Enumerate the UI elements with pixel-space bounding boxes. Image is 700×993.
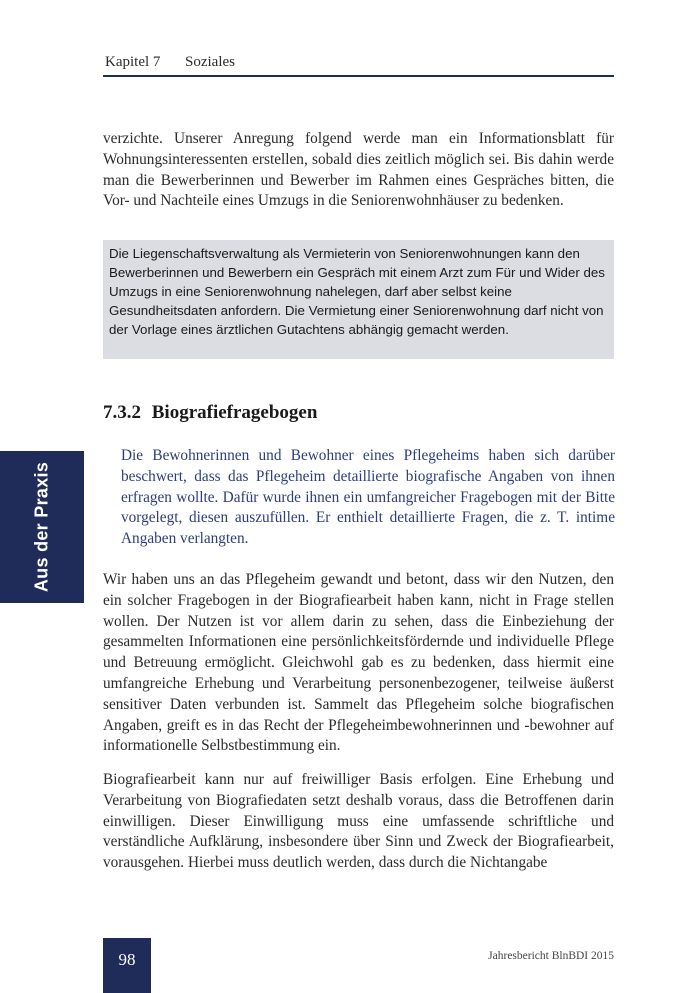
section-heading <box>103 402 317 424</box>
section-label: Soziales <box>185 54 235 70</box>
paragraph-continuation: verzichte. Unserer Anregung folgend werde man ein Informationsblatt für Wohnungsinteressenten erstellen, sobald dies zeitlich möglich sei. Bis dahin werde man die Bewerberinnen und Bewerber im Rahmen eines Gespräches bitten, die Vor- und Nachteile eines Umzugs in die Seniorenwohnhäuser zu bedenken. <box>103 130 614 210</box>
section-number: 7.3.2 <box>103 402 141 423</box>
running-header <box>103 52 614 77</box>
section-title: Biografiefragebogen <box>151 402 318 423</box>
paragraph-response: Wir haben uns an das Pflegeheim gewandt und betont, dass wir den Nutzen, den ein solcher Fragebogen in der Biografiearbeit haben kann, nicht in Frage stellen wollen. Der Nutzen ist vor allem darin zu sehen, dass die Einbeziehung der gesammelten Informationen eine persönlichkeitsfördernde und individuelle Pflege und Betreuung ermöglicht. Gleichwohl gab es zu bedenken, dass hiermit eine umfangreiche Erhebung und Verarbeitung personenbezogener, teilweise äußerst sensitiver Daten verbunden ist. Sammelt das Pflegeheim solche biografischen Angaben, greift es in das Recht der Pflegeheimbewohnerinnen und -bewohner auf informationelle Selbstbestimmung ein. <box>103 571 614 755</box>
paragraph-consent: Biografiearbeit kann nur auf freiwilliger Basis erfolgen. Eine Erhebung und Verarbeitung von Biografiedaten setzt deshalb voraus, dass die Betroffenen darin einwilligen. Dieser Einwilligung muss eine umfassende schriftliche und verständliche Aufklärung, insbesondere über Sinn und Zweck der Biografiearbeit, vorausgehen. Hierbei muss deutlich werden, dass durch die Nichtangabe <box>103 771 614 872</box>
page-number-box <box>103 938 151 993</box>
chapter-label: Kapitel 7 <box>105 54 161 70</box>
side-tab-label: Aus der Praxis <box>31 461 52 593</box>
publication-footer: Jahresbericht BlnBDI 2015 <box>488 950 614 962</box>
side-tab-practice <box>0 451 84 603</box>
recommendation-box: Die Liegenschaftsverwaltung als Vermieterin von Seniorenwohnungen kann den Bewerberinnen und Bewerbern ein Gespräch mit einem Arzt zum Für und Wider des Umzugs in eine Seniorenwohnung nahelegen, darf aber selbst keine Gesundheitsdaten anfordern. Die Vermietung einer Seniorenwohnung darf nicht von der Vorlage eines ärztlichen Gutachtens abhängig gemacht werden. <box>103 240 614 359</box>
page-number: 98 <box>118 950 136 969</box>
case-intro-paragraph: Die Bewohnerinnen und Bewohner eines Pflegeheims haben sich darüber beschwert, dass das Pflegeheim detaillierte biografische Angaben von ihnen erfragen wollte. Dafür wurde ihnen ein umfangreicher Fragebogen mit der Bitte vorgelegt, diesen auszufüllen. Er enthielt detaillierte Fragen, die z. T. intime Angaben verlangten. <box>121 447 615 548</box>
